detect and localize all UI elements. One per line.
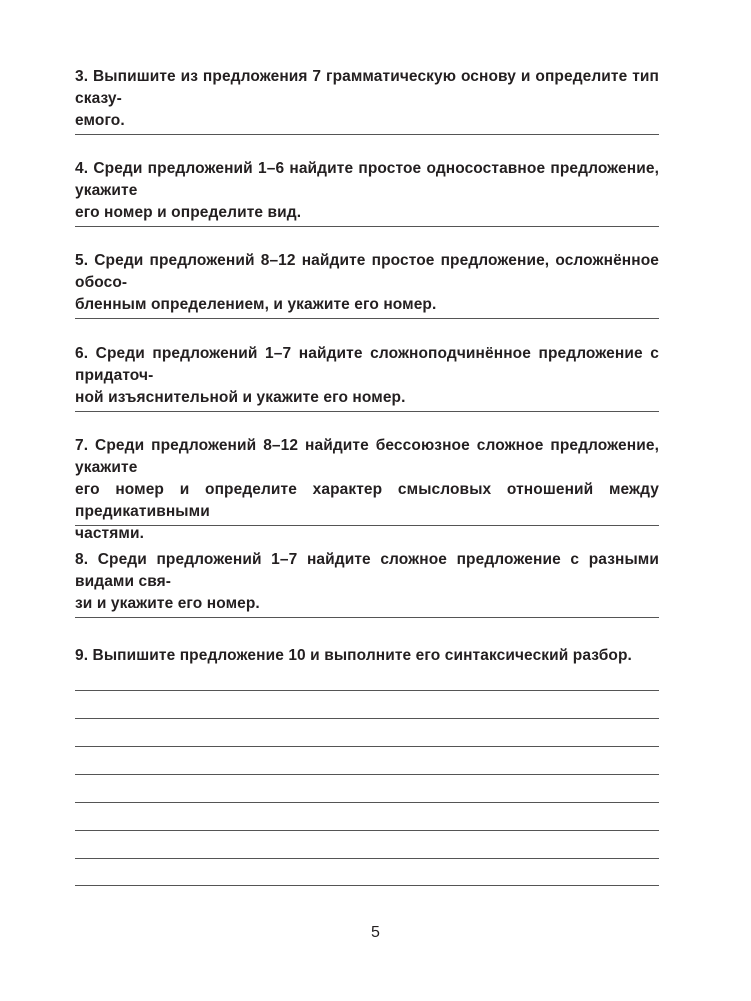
answer-line-task-3[interactable] [75, 134, 659, 135]
answer-line-task-6[interactable] [75, 411, 659, 412]
task-3-text: 3. Выпишите из предложения 7 грамматическую основу и определите тип сказу- емого. [75, 68, 659, 129]
page-number: 5 [371, 924, 380, 941]
task-7-text: 7. Среди предложений 8–12 найдите бессоюзное сложное предложение, укажите его номер и определите характер смысловых отношений между предикативными частями. [75, 437, 659, 542]
task-5 [75, 250, 659, 316]
answer-line-task-9-3[interactable] [75, 746, 659, 747]
task-6-text: 6. Среди предложений 1–7 найдите сложноподчинённое предложение с придаточ- ной изъяснительной и укажите его номер. [75, 345, 659, 406]
answer-line-task-9-5[interactable] [75, 802, 659, 803]
task-4 [75, 158, 659, 224]
answer-line-task-9-1[interactable] [75, 690, 659, 691]
task-6 [75, 343, 659, 409]
answer-line-task-8[interactable] [75, 617, 659, 618]
answer-line-task-7[interactable] [75, 525, 659, 526]
answer-line-task-4[interactable] [75, 226, 659, 227]
task-8 [75, 549, 659, 615]
answer-line-task-5[interactable] [75, 318, 659, 319]
task-7 [75, 435, 659, 545]
answer-line-task-9-6[interactable] [75, 830, 659, 831]
task-5-text: 5. Среди предложений 8–12 найдите простое предложение, осложнённое обосо- бленным определением, и укажите его номер. [75, 252, 659, 313]
task-9 [75, 645, 659, 667]
task-9-text: 9. Выпишите предложение 10 и выполните его синтаксический разбор. [75, 647, 632, 664]
answer-line-task-9-2[interactable] [75, 718, 659, 719]
answer-line-task-9-4[interactable] [75, 774, 659, 775]
answer-line-task-9-7[interactable] [75, 858, 659, 859]
task-4-text: 4. Среди предложений 1–6 найдите простое односоставное предложение, укажите его номер и определите вид. [75, 160, 659, 221]
task-8-text: 8. Среди предложений 1–7 найдите сложное предложение с разными видами свя- зи и укажите его номер. [75, 551, 659, 612]
answer-line-task-9-8[interactable] [75, 885, 659, 886]
task-3 [75, 66, 659, 132]
